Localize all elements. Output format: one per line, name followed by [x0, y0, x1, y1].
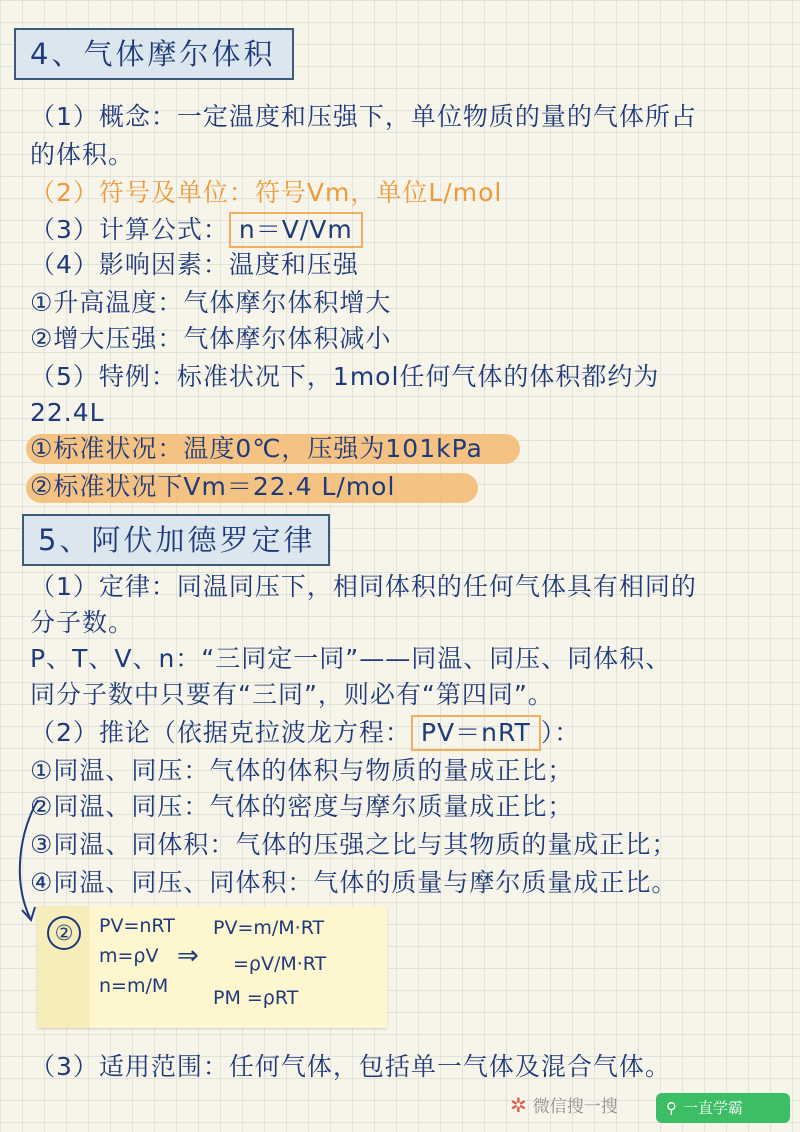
law-line: （1）定律：同温同压下，相同体积的任何气体具有相同的: [30, 572, 697, 601]
ptvn-line: P、T、V、n：“三同定一同”——同温、同压、同体积、: [30, 644, 672, 673]
formula-label: （3）计算公式：: [30, 215, 229, 244]
special-case-cont: 22.4L: [30, 398, 105, 427]
search-icon: ⚲: [666, 1099, 677, 1117]
concept-line-cont: 的体积。: [30, 140, 135, 169]
wechat-search-icon: ✲: [510, 1093, 527, 1117]
watermark-text: 微信搜一搜: [532, 1097, 618, 1117]
scope-line: （3）适用范围：任何气体，包括单一气体及混合气体。: [30, 1052, 671, 1081]
stp-condition: ①标准状况：温度0℃，压强为101kPa: [30, 434, 483, 463]
inference-colon: ）：: [540, 718, 581, 747]
factor-temperature: ①升高温度：气体摩尔体积增大: [30, 288, 392, 317]
factors-line: （4）影响因素：温度和压强: [30, 250, 359, 279]
note-derived-3: PM =ρRT: [213, 987, 299, 1009]
formula-box: n＝V/Vm: [229, 212, 363, 248]
factor-pressure: ②增大压强：气体摩尔体积减小: [30, 324, 392, 353]
wechat-watermark: [510, 1092, 618, 1117]
clapeyron-box: PV＝nRT: [411, 715, 541, 751]
law-line-cont: 分子数。: [30, 608, 135, 637]
search-account-button[interactable]: [656, 1093, 790, 1123]
note-badge: ②: [47, 916, 81, 950]
note-derived-2: =ρV/M·RT: [233, 953, 327, 975]
note-eq-pv-nrt: PV=nRT: [99, 915, 175, 937]
inference-item-2: ②同温、同压：气体的密度与摩尔质量成正比；: [30, 792, 574, 821]
note-eq-m-rhov: m=ρV: [99, 945, 159, 967]
derivation-note: [37, 906, 387, 1028]
inference-item-3: ③同温、同体积：气体的压强之比与其物质的量成正比；: [30, 830, 678, 859]
stp-vm: ②标准状况下Vm＝22.4 L/mol: [30, 472, 396, 501]
note-eq-n-m-over-m: n=m/M: [99, 975, 169, 997]
section-5-heading: 5、阿伏加德罗定律: [22, 514, 330, 566]
inference-item-1: ①同温、同压：气体的体积与物质的量成正比；: [30, 756, 574, 785]
note-derived-1: PV=m/M·RT: [213, 917, 325, 939]
concept-line: （1）概念：一定温度和压强下，单位物质的量的气体所占: [30, 102, 697, 131]
special-case-line: （5）特例：标准状况下，1mol任何气体的体积都约为: [30, 362, 660, 391]
symbol-unit-line: （2）符号及单位：符号Vm，单位L/mol: [30, 178, 503, 207]
section-4-heading: 4、气体摩尔体积: [14, 28, 294, 80]
inference-item-4: ④同温、同压、同体积：气体的质量与摩尔质量成正比。: [30, 868, 678, 897]
inference-label: （2）推论（依据克拉波龙方程：: [30, 718, 411, 747]
search-account-label: 一直学霸: [683, 1099, 744, 1117]
ptvn-line-cont: 同分子数中只要有“三同”，则必有“第四同”。: [30, 680, 554, 709]
implies-arrow-icon: ⇒: [177, 941, 199, 971]
